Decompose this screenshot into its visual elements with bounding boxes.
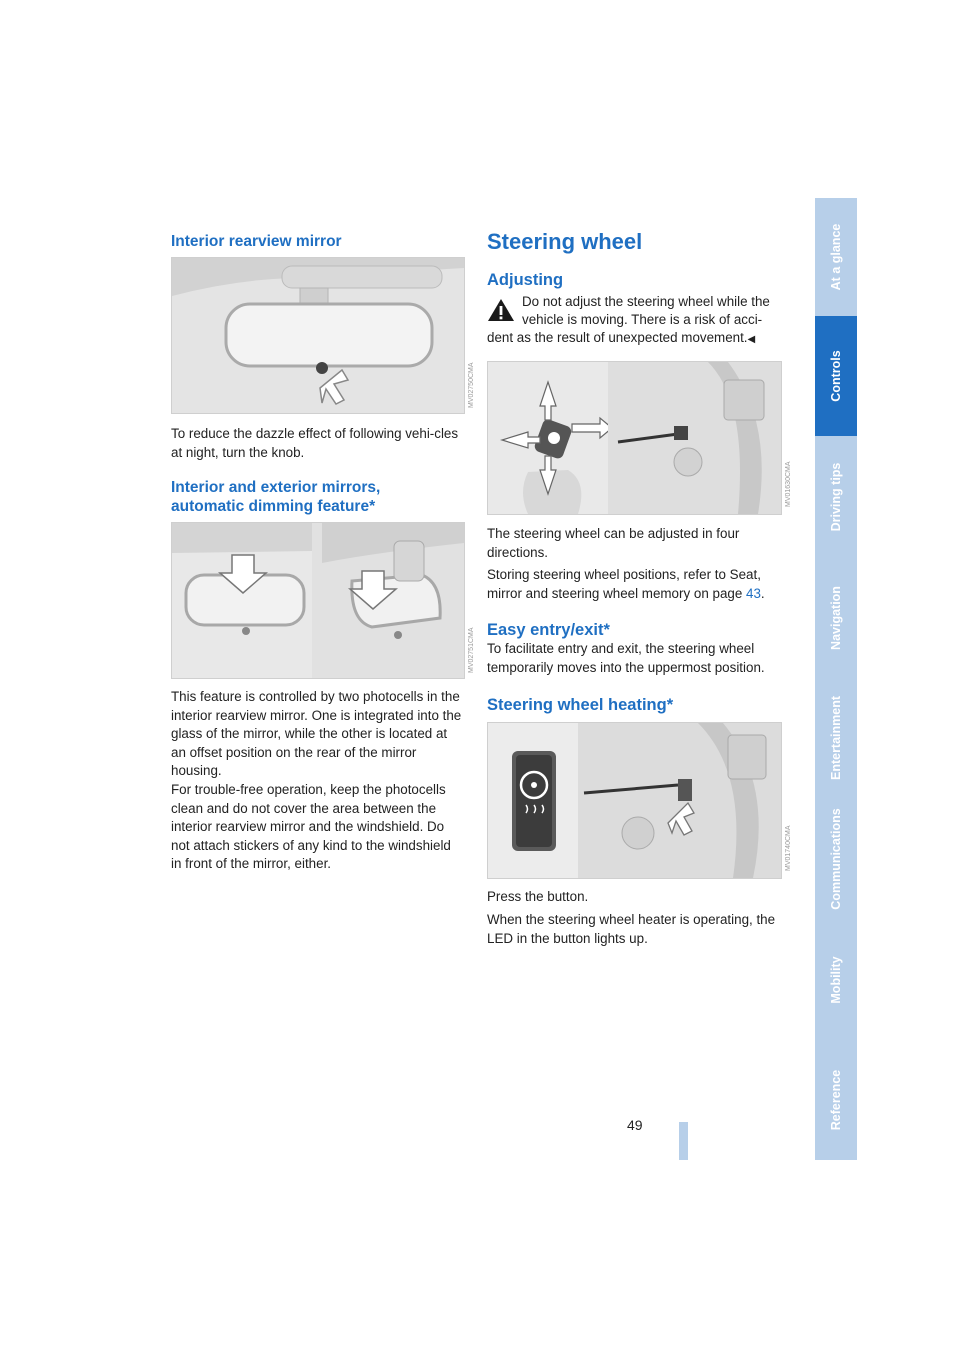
warning-line-3 — [487, 329, 787, 350]
tab-reference[interactable] — [815, 1040, 857, 1162]
figure-rearview-mirror — [171, 257, 475, 414]
steering-heating-illustration — [488, 723, 781, 878]
tab-mobility[interactable] — [815, 920, 857, 1042]
tab-label: Reference — [829, 1069, 843, 1131]
figure-code: MV01740CMA — [785, 825, 792, 871]
page-link-43[interactable]: 43 — [746, 585, 761, 601]
warning-line-3-text: dent as the result of unexpected movement. — [487, 330, 748, 345]
tab-label: Mobility — [829, 956, 843, 1004]
heading-steering-wheel-heating: Steering wheel heating* — [487, 696, 674, 714]
tab-label: Communications — [829, 808, 843, 910]
rearview-mirror-illustration — [172, 258, 464, 413]
tab-label: Driving tips — [829, 462, 843, 531]
auto-dimming-illustration — [172, 523, 464, 678]
figure-steering-adjust — [487, 361, 792, 515]
figure-code: MV02750CMA — [468, 362, 475, 408]
body-storing-positions — [487, 566, 779, 603]
tab-label: Entertainment — [829, 695, 843, 781]
heading-auto-dimming-l2: automatic dimming feature* — [171, 498, 376, 515]
warning-line-2: vehicle is moving. There is a risk of acci- — [522, 312, 763, 327]
heading-adjusting: Adjusting — [487, 271, 564, 289]
end-mark: ◀ — [747, 334, 756, 345]
body-led-lights-up: When the steering wheel heater is operating, the LED in the button lights up. — [487, 912, 776, 946]
figure-code: MV01630CMA — [785, 461, 792, 507]
warning-icon — [487, 297, 515, 323]
heading-auto-dimming-l1: Interior and exterior mirrors, — [171, 479, 381, 496]
body-easy-entry: To facilitate entry and exit, the steering wheel temporarily moves into the uppermost position. — [487, 641, 765, 675]
page-marker-bar — [679, 1122, 688, 1160]
tab-communications[interactable] — [815, 798, 857, 922]
body-press-button: Press the button. — [487, 889, 589, 904]
warning-line-1: Do not adjust the steering wheel while the — [522, 294, 770, 309]
body-photocells: This feature is controlled by two photocells in the interior rearview mirror. One is integrated into the glass of the mirror, while the other is located at an offset position on the rear of the mirror housing. — [171, 689, 462, 778]
storing-text: Storing steering wheel positions, refer to Seat, mirror and steering wheel memory on page — [487, 567, 761, 601]
heading-easy-entry-exit: Easy entry/exit* — [487, 621, 610, 639]
tab-navigation[interactable] — [815, 557, 857, 680]
tab-label: At a glance — [829, 223, 843, 291]
steering-adjust-illustration — [488, 362, 781, 514]
tab-entertainment[interactable] — [815, 678, 857, 800]
heading-interior-rearview-mirror: Interior rearview mirror — [171, 233, 342, 250]
tab-label: Controls — [829, 350, 843, 402]
page-number: 49 — [627, 1117, 643, 1133]
figure-auto-dimming-mirrors — [171, 522, 475, 679]
body-four-directions: The steering wheel can be adjusted in four directions. — [487, 526, 740, 560]
tab-label: Navigation — [829, 585, 843, 650]
body-dazzle: To reduce the dazzle effect of following vehi-cles at night, turn the knob. — [171, 426, 459, 460]
tab-at-a-glance[interactable] — [815, 198, 857, 318]
storing-period: . — [760, 585, 765, 601]
figure-code: MV02751CMA — [468, 627, 475, 673]
body-trouble-free: For trouble-free operation, keep the photocells clean and do not cover the area between the interior rearview mirror and the windshield. Do not attach stickers of any kind to the windshield in front of the mirror, either. — [171, 782, 451, 871]
tab-controls[interactable] — [815, 316, 857, 438]
section-title-steering-wheel: Steering wheel — [487, 229, 643, 254]
tab-driving-tips[interactable] — [815, 436, 857, 559]
figure-steering-heating — [487, 722, 792, 879]
